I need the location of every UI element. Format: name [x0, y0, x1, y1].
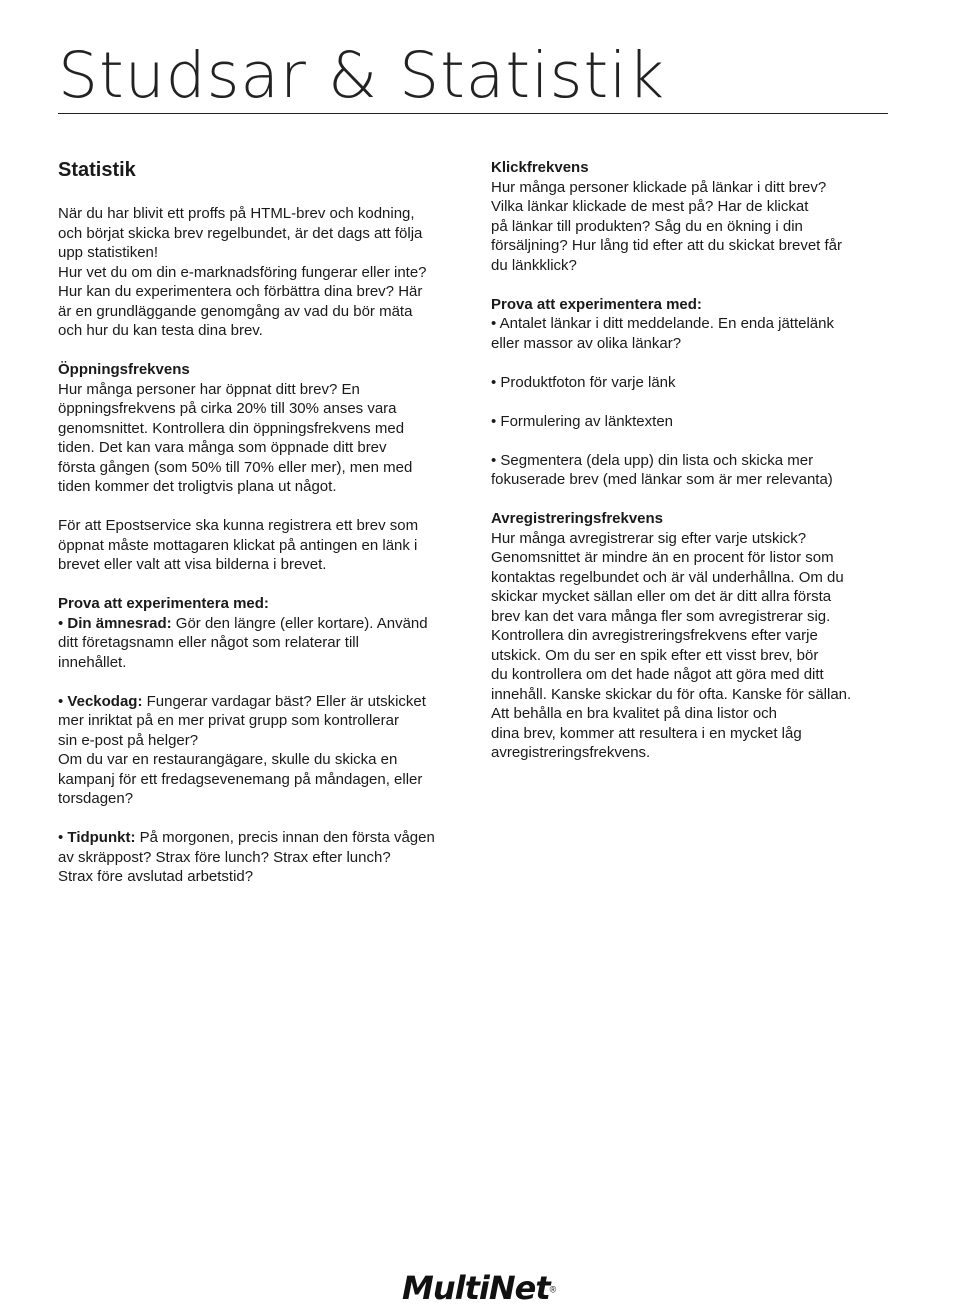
text-line: utskick. Om du ser en spik efter ett visst brev, bör: [491, 646, 819, 664]
epost-paragraph: [58, 516, 438, 575]
left-column: [58, 158, 438, 887]
text-line: skickar mycket sällan eller om det är ditt allra första: [491, 588, 832, 605]
text-line: dina brev, kommer att resultera i en mycket låg: [491, 724, 802, 742]
text-line: Att behålla en bra kvalitet på dina listor och: [491, 705, 778, 722]
text-line: och hur du kan testa dina brev.: [58, 322, 263, 339]
open-rate-paragraph: [58, 380, 438, 497]
text-line: Vilka länkar klickade de mest på? Har de klickat: [491, 198, 809, 215]
text-line: torsdagen?: [58, 790, 134, 807]
multinet-logo: [402, 1268, 562, 1308]
heading-open-rate: Öppningsfrekvens: [58, 361, 190, 378]
text-line: av skräppost? Strax före lunch? Strax efter lunch?: [58, 848, 391, 866]
text-line: på länkar till produkten? Såg du en ökning i din: [491, 217, 803, 235]
page-title: Studsar & Statistik: [58, 39, 666, 112]
text-line: upp statistiken!: [58, 244, 159, 261]
heading-click-rate: Klickfrekvens: [491, 159, 589, 176]
intro-paragraph: [58, 204, 438, 341]
text-line: fokuserade brev (med länkar som är mer relevanta): [491, 471, 833, 488]
text-line: Om du var en restaurangägare, skulle du skicka en: [58, 751, 398, 768]
text-line: Strax före avslutad arbetstid?: [58, 868, 254, 885]
text-line: Hur många personer har öppnat ditt brev? En: [58, 380, 360, 398]
text-line: brev kan det vara många fler som avregistrerar sig.: [491, 607, 831, 625]
text-line: kampanj för ett fredagsevenemang på måndagen, eller: [58, 770, 423, 788]
right-column: [491, 158, 881, 763]
logo-wordmark: MultiNet: [402, 1269, 550, 1307]
bullet-label: Din ämnesrad:: [67, 614, 172, 632]
text-line: tiden kommer det troligtvis plana ut något.: [58, 478, 337, 495]
text-line: första gången (som 50% till 70% eller mer), men med: [58, 458, 413, 476]
text-line: öppnat måste mottagaren klickat på antingen en länk i: [58, 536, 418, 554]
text-line: När du har blivit ett proffs på HTML-brev och kodning,: [58, 205, 415, 222]
heading-try-experiment: Prova att experimentera med:: [58, 595, 269, 612]
text-line: Genomsnittet är mindre än en procent för listor som: [491, 549, 834, 566]
text-line: Hur kan du experimentera och förbättra dina brev? Här: [58, 283, 423, 300]
text-line: eller massor av olika länkar?: [491, 334, 682, 352]
bullet-label: Tidpunkt:: [67, 829, 136, 846]
unsubscribe-paragraph: [491, 529, 881, 763]
text-line: försäljning? Hur lång tid efter att du skickat brevet får: [491, 237, 843, 254]
text-line: Hur många avregistrerar sig efter varje utskick?: [491, 529, 807, 547]
text-line: tiden. Det kan vara många som öppnade ditt brev: [58, 439, 387, 456]
text-line: brevet eller valt att visa bilderna i brevet.: [58, 556, 327, 573]
text-line: • Antalet länkar i ditt meddelande. En enda jättelänk: [491, 315, 834, 332]
bullet-link-count: [491, 314, 881, 353]
bullet-link-text: • Formulering av länktexten: [491, 412, 673, 430]
text-line: innehåll. Kanske skickar du för ofta. Kanske för sällan.: [491, 685, 852, 703]
text-line: genomsnittet. Kontrollera din öppningsfrekvens med: [58, 419, 405, 437]
text-line: du kontrollera om det hade något att göra med ditt: [491, 666, 824, 683]
bullet-subject-line: • Din ämnesrad: Gör den längre (eller kortare). Använd ditt företagsnamn eller något som relaterar till innehållet.: [58, 614, 438, 673]
text-line: • Segmentera (dela upp) din lista och skicka mer: [491, 451, 814, 469]
text-line: är en grundläggande genomgång av vad du bör mäta: [58, 302, 413, 320]
section-title-statistik: Statistik: [58, 159, 136, 181]
text-line: Kontrollera din avregistreringsfrekvens efter varje: [491, 627, 818, 644]
text-line: Fungerar vardagar bäst? Eller är utskicket: [146, 692, 426, 710]
bullet-segment: [491, 451, 881, 490]
text-line: För att Epostservice ska kunna registrera ett brev som: [58, 517, 419, 534]
text-line: ditt företagsnamn eller något som relaterar till: [58, 634, 359, 651]
bullet-label: Veckodag:: [67, 692, 143, 710]
text-line: avregistreringsfrekvens.: [491, 744, 651, 761]
text-line: mer inriktat på en mer privat grupp som kontrollerar: [58, 712, 399, 729]
bullet-product-photos: • Produktfoton för varje länk: [491, 373, 676, 391]
text-line: öppningsfrekvens på cirka 20% till 30% anses vara: [58, 400, 397, 417]
click-rate-paragraph: [491, 178, 881, 276]
registered-mark: ®: [549, 1284, 557, 1295]
text-line: innehållet.: [58, 653, 127, 671]
text-line: och börjat skicka brev regelbundet, är det dags att följa: [58, 224, 423, 242]
text-line: sin e-post på helger?: [58, 731, 199, 749]
heading-unsubscribe-rate: Avregistreringsfrekvens: [491, 510, 664, 527]
text-line: Hur många personer klickade på länkar i ditt brev?: [491, 178, 827, 196]
text-line: Gör den längre (eller kortare). Använd: [175, 614, 428, 632]
text-line: På morgonen, precis innan den första vågen: [139, 829, 435, 846]
bullet-time-of-day: • Tidpunkt: På morgonen, precis innan den första vågen av skräppost? Strax före lunch? Strax efter lunch? Strax före avslutad arbetstid?: [58, 828, 438, 887]
text-line: du länkklick?: [491, 256, 577, 274]
text-line: kontaktas regelbundet och är väl underhållna. Om du: [491, 568, 844, 586]
bullet-weekday: • Veckodag: Fungerar vardagar bäst? Eller är utskicket mer inriktat på en mer privat grupp som kontrollerar sin e-post på helger? Om du var en restaurangägare, skulle du skicka en kampanj för ett fredagsevenemang på måndagen, eller torsdagen?: [58, 692, 438, 809]
heading-try-experiment-right: Prova att experimentera med:: [491, 295, 702, 313]
text-line: Hur vet du om din e-marknadsföring fungerar eller inte?: [58, 263, 427, 281]
title-divider: [58, 113, 888, 114]
